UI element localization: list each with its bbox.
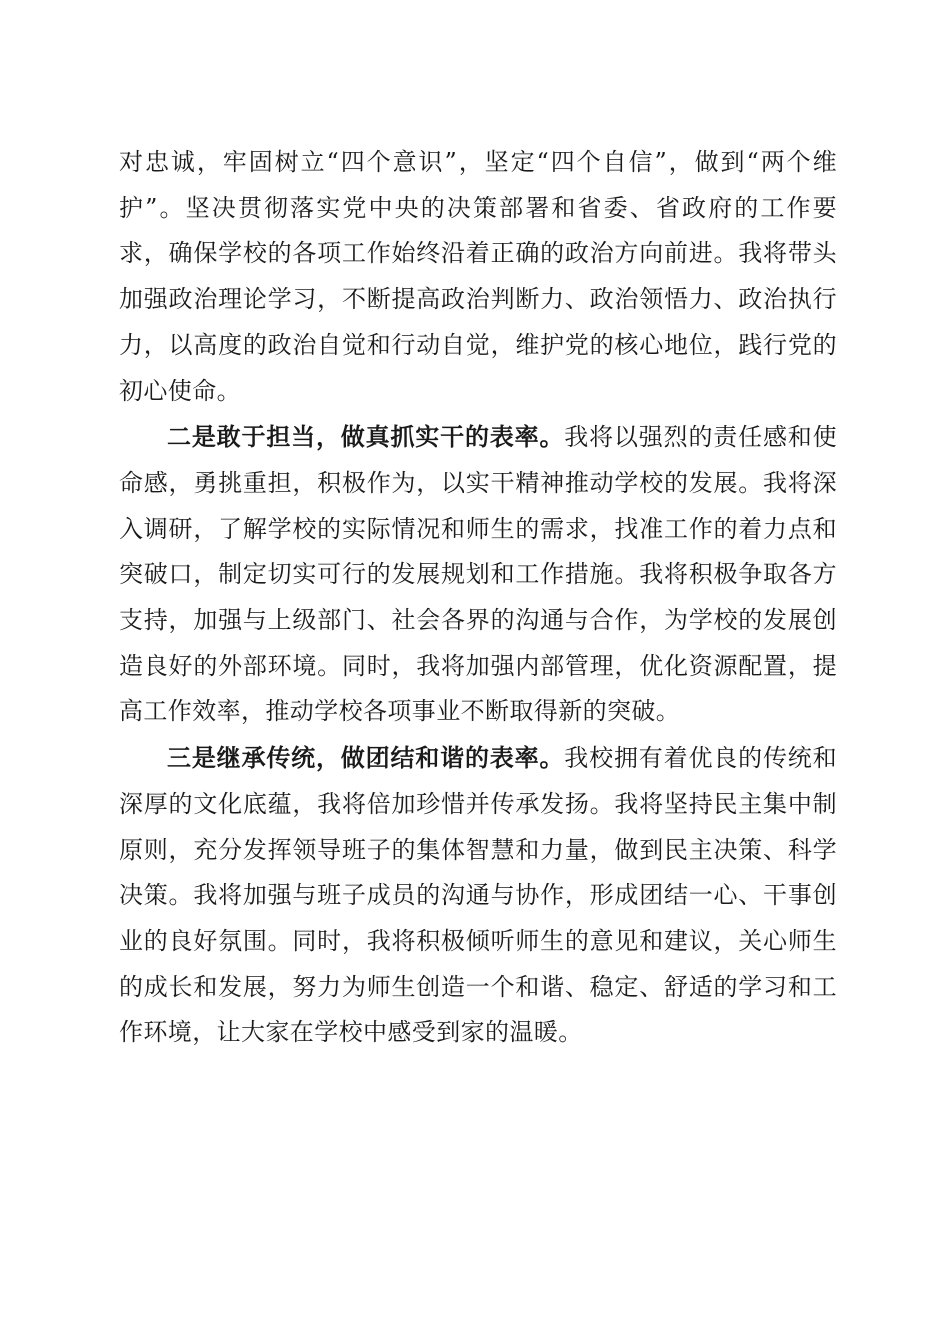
paragraph-lead: 三是继承传统，做团结和谐的表率。 [167, 743, 565, 773]
document-body [119, 140, 837, 1056]
paragraph-text: 对忠诚，牢固树立“四个意识”，坚定“四个自信”，做到“两个维护”。坚决贯彻落实党中央的决策部署和省委、省政府的工作要求，确保学校的各项工作始终沿着正确的政治方向前进。我将带头加强政治理论学习，不断提高政治判断力、政治领悟力、政治执行力，以高度的政治自觉和行动自觉，维护党的核心地位，践行党的初心使命。 [119, 148, 837, 405]
paragraph-lead: 二是敢于担当，做真抓实干的表率。 [167, 422, 565, 452]
paragraph-responsibility [119, 414, 837, 735]
paragraph-text: 我将以强烈的责任感和使命感，勇挑重担，积极作为，以实干精神推动学校的发展。我将深入调研，了解学校的实际情况和师生的需求，找准工作的着力点和突破口，制定切实可行的发展规划和工作措施。我将积极争取各方支持，加强与上级部门、社会各界的沟通与合作，为学校的发展创造良好的外部环境。同时，我将加强内部管理，优化资源配置，提高工作效率，推动学校各项事业不断取得新的突破。 [119, 423, 837, 726]
paragraph-continuation [119, 140, 837, 414]
paragraph-tradition [119, 735, 837, 1056]
paragraph-text: 我校拥有着优良的传统和深厚的文化底蕴，我将倍加珍惜并传承发扬。我将坚持民主集中制原则，充分发挥领导班子的集体智慧和力量，做到民主决策、科学决策。我将加强与班子成员的沟通与协作，形成团结一心、干事创业的良好氛围。同时，我将积极倾听师生的意见和建议，关心师生的成长和发展，努力为师生创造一个和谐、稳定、舒适的学习和工作环境，让大家在学校中感受到家的温暖。 [119, 744, 837, 1047]
